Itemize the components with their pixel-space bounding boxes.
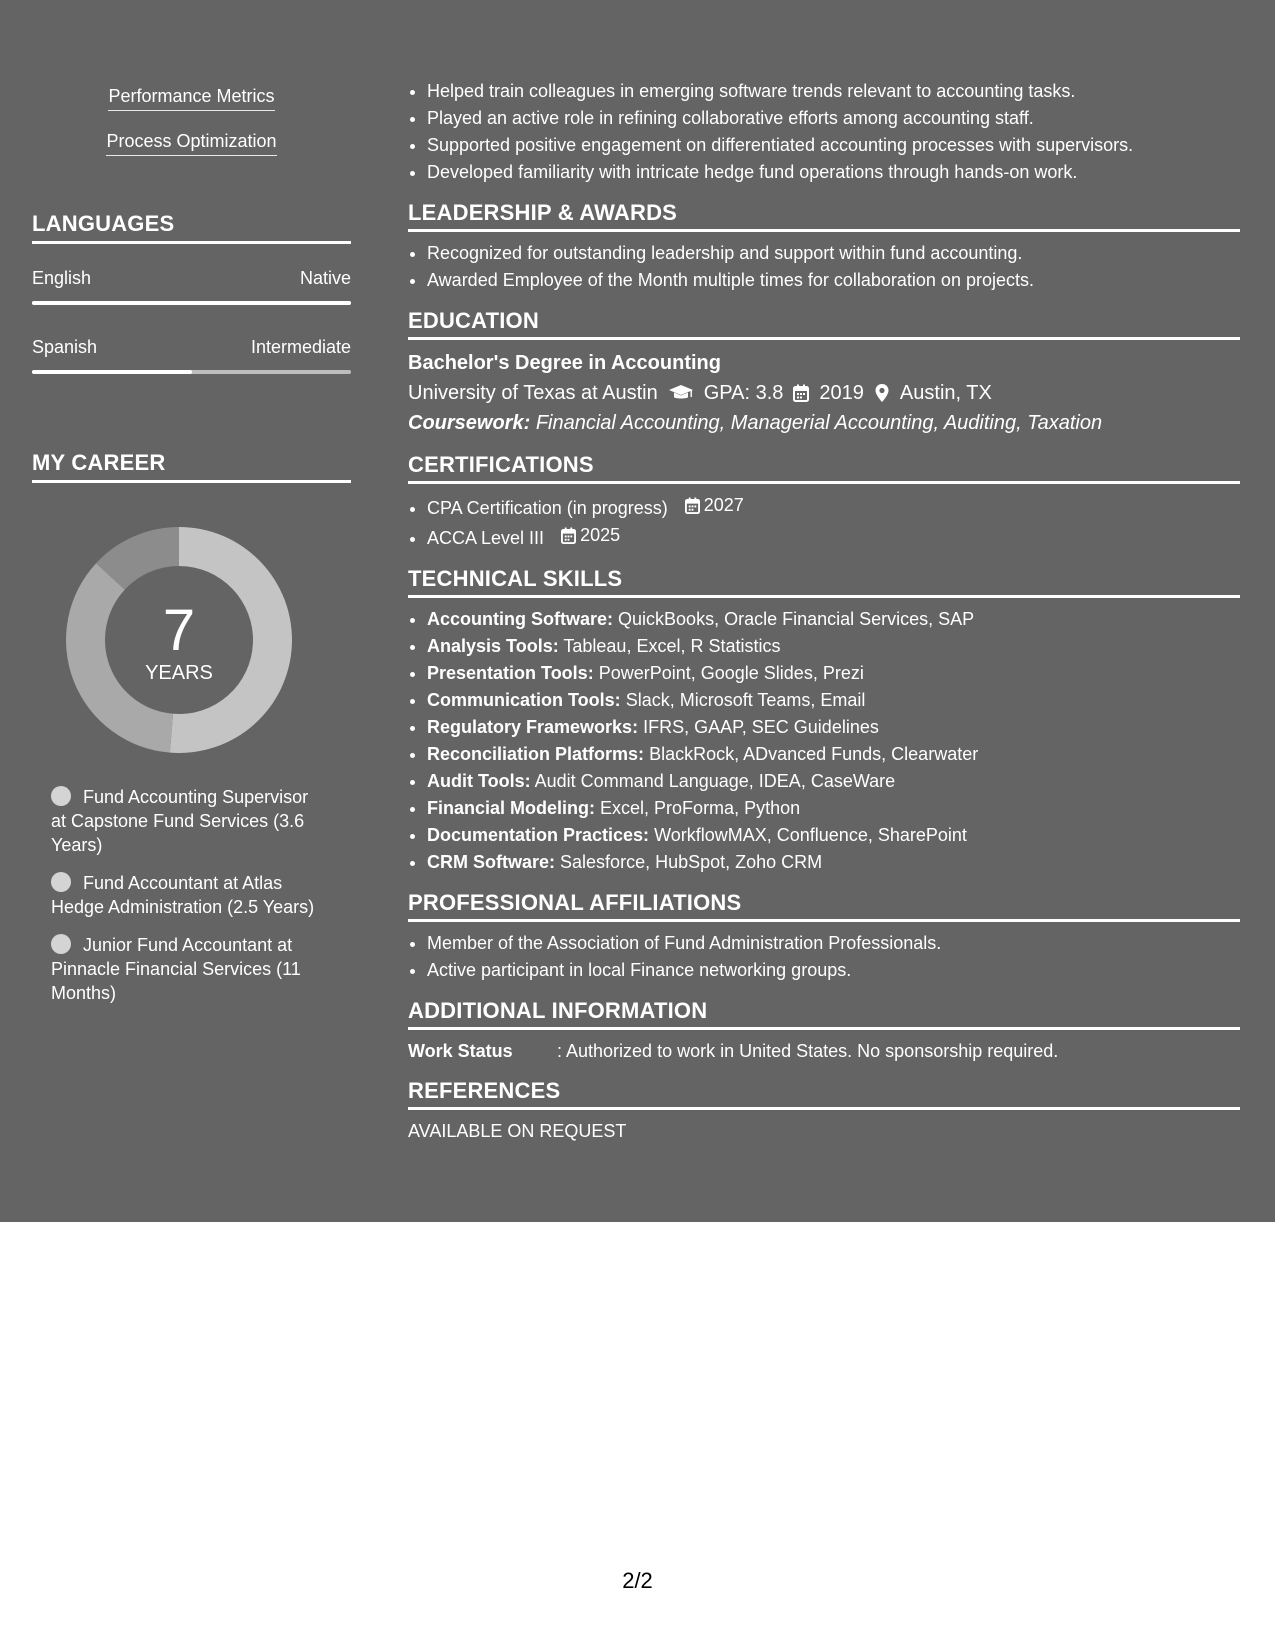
certifications-title: CERTIFICATIONS xyxy=(408,452,1240,484)
education-title: EDUCATION xyxy=(408,308,1240,340)
certification-date xyxy=(561,522,620,549)
language-level-bar xyxy=(32,370,351,374)
skill-item xyxy=(427,660,1240,687)
calendar-icon xyxy=(793,384,809,402)
language-item xyxy=(32,335,351,374)
skill-value: Excel, ProForma, Python xyxy=(600,798,801,818)
language-level-fill xyxy=(32,370,192,374)
leadership-section xyxy=(408,200,1240,294)
education-school: University of Texas at Austin xyxy=(408,382,658,404)
skill-label: Audit Tools: xyxy=(427,771,531,791)
additional-info-section xyxy=(408,998,1240,1064)
career-item-label: Junior Fund Accountant at Pinnacle Financial Services (11 Months) xyxy=(51,935,301,1003)
education-gpa: GPA: 3.8 xyxy=(703,382,784,404)
career-item xyxy=(51,785,321,857)
skill-label: Documentation Practices: xyxy=(427,825,650,845)
skill-item xyxy=(427,768,1240,795)
career-donut-chart xyxy=(66,527,292,753)
languages-title: LANGUAGES xyxy=(32,211,351,244)
skill-label: Presentation Tools: xyxy=(427,663,594,683)
skill-value: Salesforce, HubSpot, Zoho CRM xyxy=(560,852,823,872)
certification-name: CPA Certification (in progress) xyxy=(427,498,668,518)
career-dot xyxy=(51,786,71,806)
graduation-cap-icon xyxy=(668,383,694,403)
experience-bullet: • Played an active role in refining collaborative efforts among accounting staff. xyxy=(427,105,1240,132)
references-title: REFERENCES xyxy=(408,1078,1240,1110)
experience-bullets xyxy=(408,78,1240,186)
map-pin-icon xyxy=(874,383,890,403)
skill-item xyxy=(427,606,1240,633)
skill-item xyxy=(427,822,1240,849)
affiliation-bullet: • Active participant in local Finance networking groups. xyxy=(427,957,1240,984)
leadership-bullet: • Recognized for outstanding leadership and support within fund accounting. xyxy=(427,240,1240,267)
technical-skills-section xyxy=(408,566,1240,876)
leadership-title: LEADERSHIP & AWARDS xyxy=(408,200,1240,232)
certification-item xyxy=(427,492,1240,522)
skill-item xyxy=(427,849,1240,876)
skill-item xyxy=(427,795,1240,822)
career-item-label: Fund Accountant at Atlas Hedge Administration (2.5 Years) xyxy=(51,873,315,917)
career-list xyxy=(51,785,321,1005)
language-level-fill xyxy=(32,301,351,305)
skill-tag: Performance Metrics xyxy=(108,84,274,111)
coursework-label: Coursework: xyxy=(408,412,531,434)
career-item xyxy=(51,871,321,919)
skill-item xyxy=(427,687,1240,714)
skill-value: WorkflowMAX, Confluence, SharePoint xyxy=(654,825,967,845)
skill-label: Reconciliation Platforms: xyxy=(427,744,645,764)
skill-value: IFRS, GAAP, SEC Guidelines xyxy=(643,717,879,737)
career-total-number: 7 xyxy=(162,598,196,663)
career-item-label: Fund Accounting Supervisor at Capstone Fund Services (3.6 Years) xyxy=(51,787,309,855)
experience-bullet: • Helped train colleagues in emerging software trends relevant to accounting tasks. xyxy=(427,78,1240,105)
skill-item xyxy=(427,714,1240,741)
coursework-list: Financial Accounting, Managerial Accounting, Auditing, Taxation xyxy=(535,412,1103,434)
skill-label: Financial Modeling: xyxy=(427,798,596,818)
skill-label: CRM Software: xyxy=(427,852,556,872)
language-level: Intermediate xyxy=(250,337,351,357)
affiliation-bullet: • Member of the Association of Fund Administration Professionals. xyxy=(427,930,1240,957)
certification-year: 2027 xyxy=(703,495,744,515)
career-dot xyxy=(51,934,71,954)
page-number: 2/2 xyxy=(622,1568,653,1593)
certification-year: 2025 xyxy=(580,525,621,545)
skill-label: Accounting Software: xyxy=(427,609,614,629)
skill-value: Tableau, Excel, R Statistics xyxy=(563,636,781,656)
language-level: Native xyxy=(299,268,351,288)
education-details xyxy=(408,378,1240,408)
calendar-icon xyxy=(685,497,700,514)
skill-value: Audit Command Language, IDEA, CaseWare xyxy=(534,771,896,791)
skill-label: Regulatory Frameworks: xyxy=(427,717,639,737)
work-status-row xyxy=(408,1038,1240,1064)
language-name: Spanish xyxy=(32,337,98,357)
skill-tags xyxy=(32,84,351,174)
career-total xyxy=(66,527,292,753)
languages-section xyxy=(32,211,351,374)
career-section xyxy=(32,450,351,1019)
education-location: Austin, TX xyxy=(899,382,992,404)
education-degree: Bachelor's Degree in Accounting xyxy=(408,352,721,374)
skill-value: PowerPoint, Google Slides, Prezi xyxy=(598,663,864,683)
right-column xyxy=(408,78,1240,1144)
references-text: AVAILABLE ON REQUEST xyxy=(408,1121,627,1141)
skill-item xyxy=(427,741,1240,768)
technical-skills-title: TECHNICAL SKILLS xyxy=(408,566,1240,598)
education-year: 2019 xyxy=(819,382,864,404)
certification-date xyxy=(685,492,744,519)
career-dot xyxy=(51,872,71,892)
experience-bullet: • Developed familiarity with intricate hedge fund operations through hands-on work. xyxy=(427,159,1240,186)
leadership-bullet: • Awarded Employee of the Month multiple times for collaboration on projects. xyxy=(427,267,1240,294)
language-name: English xyxy=(32,268,92,288)
language-level-bar xyxy=(32,301,351,305)
skill-label: Communication Tools: xyxy=(427,690,621,710)
career-item xyxy=(51,933,321,1005)
language-item xyxy=(32,266,351,305)
certification-item xyxy=(427,522,1240,552)
career-total-unit: YEARS xyxy=(145,662,213,684)
skill-value: Slack, Microsoft Teams, Email xyxy=(625,690,866,710)
affiliations-section xyxy=(408,890,1240,984)
skill-item xyxy=(427,633,1240,660)
skill-value: BlackRock, ADvanced Funds, Clearwater xyxy=(649,744,979,764)
skill-label: Analysis Tools: xyxy=(427,636,559,656)
references-section xyxy=(408,1078,1240,1144)
certifications-section xyxy=(408,452,1240,552)
skill-value: QuickBooks, Oracle Financial Services, SAP xyxy=(618,609,975,629)
work-status-value: : Authorized to work in United States. No sponsorship required. xyxy=(557,1041,1059,1061)
calendar-icon xyxy=(561,527,576,544)
education-section xyxy=(408,308,1240,438)
education-coursework xyxy=(408,408,1240,438)
additional-info-title: ADDITIONAL INFORMATION xyxy=(408,998,1240,1030)
skill-tag: Process Optimization xyxy=(106,129,276,156)
certification-name: ACCA Level III xyxy=(427,528,545,548)
experience-bullet: • Supported positive engagement on differentiated accounting processes with supervisors. xyxy=(427,132,1240,159)
affiliations-title: PROFESSIONAL AFFILIATIONS xyxy=(408,890,1240,922)
work-status-label: Work Status xyxy=(408,1041,513,1061)
career-title: MY CAREER xyxy=(32,450,351,483)
